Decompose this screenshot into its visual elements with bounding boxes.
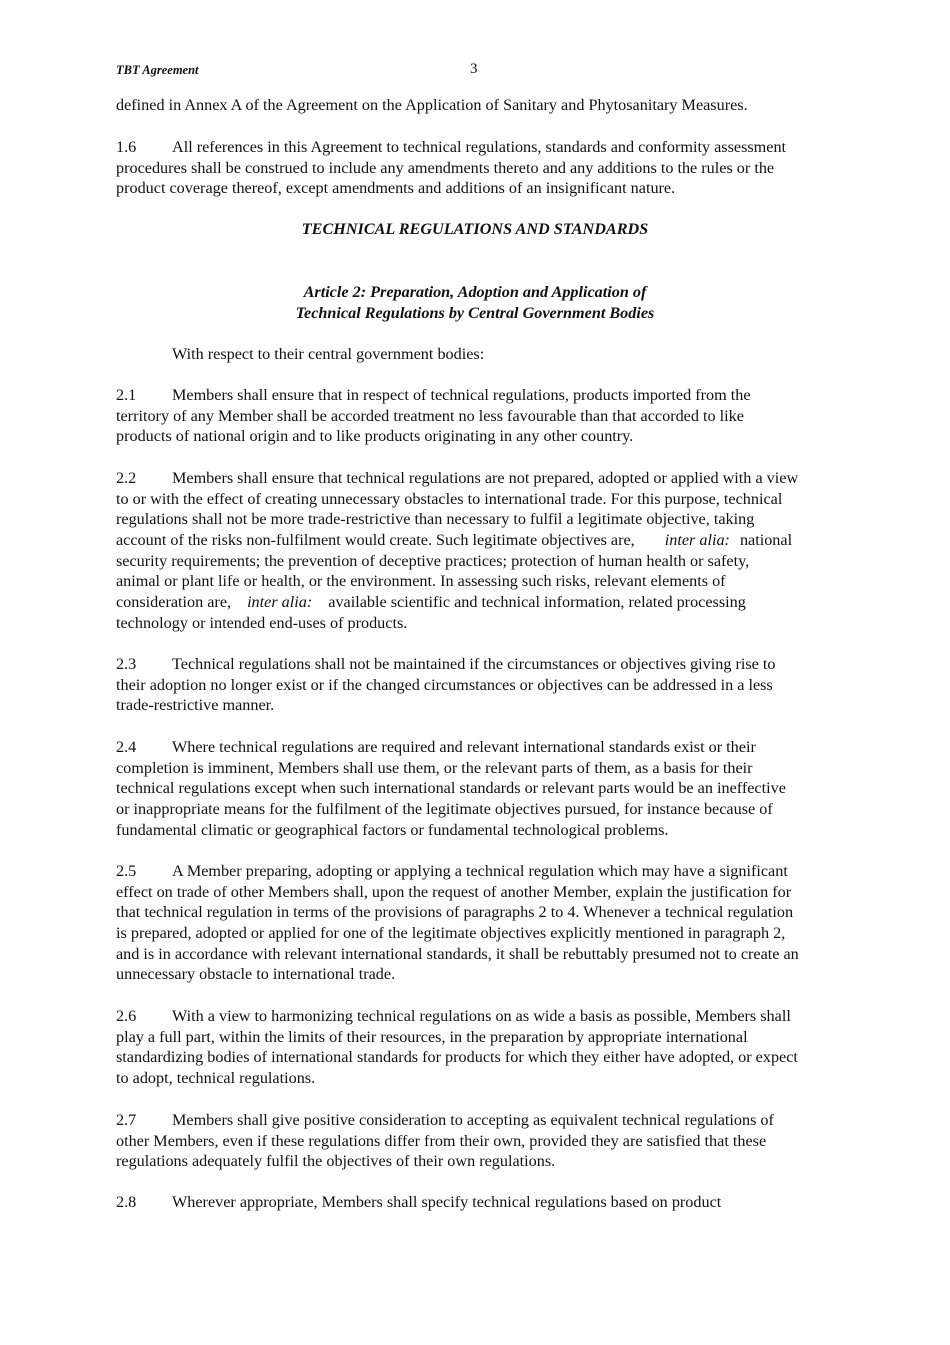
paragraph-number: 2.6 — [116, 1007, 137, 1025]
text-line: play a full part, within the limits of their resources, in the preparation by appropriate international — [116, 1027, 748, 1046]
text-line: animal or plant life or health, or the environment. In assessing such risks, relevant elements of — [116, 572, 726, 591]
text-line: security requirements; the prevention of deceptive practices; protection of human health or safety, — [116, 551, 750, 570]
text-line: completion is imminent, Members shall use them, or the relevant parts of them, as a basis for their — [116, 758, 753, 777]
text-line: that technical regulation in terms of the provisions of paragraphs 2 to 4. Whenever a technical regulation — [116, 903, 794, 922]
text-line: Members shall ensure that in respect of technical regulations, products imported from the — [172, 386, 751, 404]
text-line: to or with the effect of creating unnecessary obstacles to international trade. For this purpose, technical — [116, 489, 783, 508]
text-line: technology or intended end-uses of products. — [116, 613, 408, 632]
text-line: Technical regulations shall not be maintained if the circumstances or objectives giving rise to — [172, 655, 776, 673]
text-line: or inappropriate means for the fulfilment of the legitimate objectives pursued, for instance because of — [116, 800, 773, 819]
paragraph-1-6 — [116, 137, 841, 199]
text-line: fundamental climatic or geographical factors or fundamental technological problems. — [116, 820, 669, 839]
text-line: account of the risks non-fulfilment would create. Such legitimate objectives are, — [116, 531, 635, 550]
paragraph-number: 1.6 — [116, 138, 137, 156]
text-line: procedures shall be construed to include any amendments thereto and any additions to the rules or the — [116, 158, 775, 177]
text-line: territory of any Member shall be accorded treatment no less favourable than that accorded to like — [116, 406, 744, 425]
paragraph-2-2 — [116, 468, 841, 634]
paragraph-number: 2.3 — [116, 655, 137, 673]
paragraph-2-7 — [116, 1110, 841, 1172]
paragraph-number: 2.8 — [116, 1193, 137, 1211]
text-line: With a view to harmonizing technical regulations on as wide a basis as possible, Members shall — [172, 1007, 791, 1025]
paragraph-2-1 — [116, 385, 841, 447]
paragraph-2-6 — [116, 1006, 841, 1089]
text-line: regulations shall not be more trade-restrictive than necessary to fulfil a legitimate objective, taking — [116, 510, 755, 529]
paragraph-number: 2.2 — [116, 469, 137, 487]
article-title-line: Article 2: Preparation, Adoption and Application of — [303, 283, 647, 301]
running-title: TBT Agreement — [116, 63, 199, 77]
text-line: technical regulations except when such international standards or relevant parts would be an ineffective — [116, 779, 786, 798]
paragraph-2-4 — [116, 737, 841, 840]
paragraph-number: 2.1 — [116, 386, 137, 404]
paragraph-number: 2.4 — [116, 738, 137, 756]
paragraph-number: 2.7 — [116, 1111, 137, 1129]
text-line: regulations adequately fulfil the objectives of their own regulations. — [116, 1152, 556, 1171]
text-line: With respect to their central government bodies: — [172, 345, 485, 363]
intro-paragraph — [116, 344, 841, 365]
text-line: A Member preparing, adopting or applying a technical regulation which may have a significant — [172, 862, 788, 880]
text-line: defined in Annex A of the Agreement on the Application of Sanitary and Phytosanitary Measures. — [116, 96, 748, 114]
page-number: 3 — [470, 61, 478, 77]
continued-paragraph — [116, 95, 841, 116]
text-line: Wherever appropriate, Members shall specify technical regulations based on product — [172, 1193, 722, 1211]
paragraph-2-3 — [116, 654, 841, 716]
text-line: is prepared, adopted or applied for one of the legitimate objectives explicitly mentioned in paragraph 2, — [116, 924, 786, 943]
text-line: national — [739, 531, 793, 550]
section-title: TECHNICAL REGULATIONS AND STANDARDS — [301, 220, 649, 238]
text-line: trade-restrictive manner. — [116, 696, 275, 715]
text-line: their adoption no longer exist or if the changed circumstances or objectives can be addressed in a less — [116, 675, 773, 694]
text-line: Members shall ensure that technical regulations are not prepared, adopted or applied with a view — [172, 469, 799, 487]
text-line: All references in this Agreement to technical regulations, standards and conformity assessment — [172, 138, 787, 156]
inter-alia-text: inter alia: — [664, 531, 730, 550]
text-line: effect on trade of other Members shall, upon the request of another Member, explain the justification for — [116, 882, 792, 901]
text-line: products of national origin and to like products originating in any other country. — [116, 427, 634, 446]
article-title-line: Technical Regulations by Central Government Bodies — [295, 303, 655, 322]
text-line: other Members, even if these regulations differ from their own, provided they are satisfied that these — [116, 1131, 767, 1150]
text-line: available scientific and technical information, related processing — [328, 593, 746, 612]
text-line: standardizing bodies of international standards for products for which they either have adopted, or expect — [116, 1048, 798, 1067]
text-line: Members shall give positive consideration to accepting as equivalent technical regulations of — [172, 1111, 774, 1129]
text-line: consideration are, — [116, 593, 232, 612]
article-title — [116, 282, 834, 323]
paragraph-2-5 — [116, 861, 841, 985]
text-line: unnecessary obstacle to international trade. — [116, 965, 396, 984]
text-line: product coverage thereof, except amendments and additions of an insignificant nature. — [116, 179, 676, 198]
text-line: to adopt, technical regulations. — [116, 1069, 316, 1088]
paragraph-number: 2.5 — [116, 862, 137, 880]
paragraph-2-8 — [116, 1192, 841, 1213]
text-line: and is in accordance with relevant international standards, it shall be rebuttably presumed not to create an — [116, 944, 799, 963]
inter-alia-text: inter alia: — [247, 593, 313, 612]
text-line: Where technical regulations are required and relevant international standards exist or their — [172, 738, 756, 756]
